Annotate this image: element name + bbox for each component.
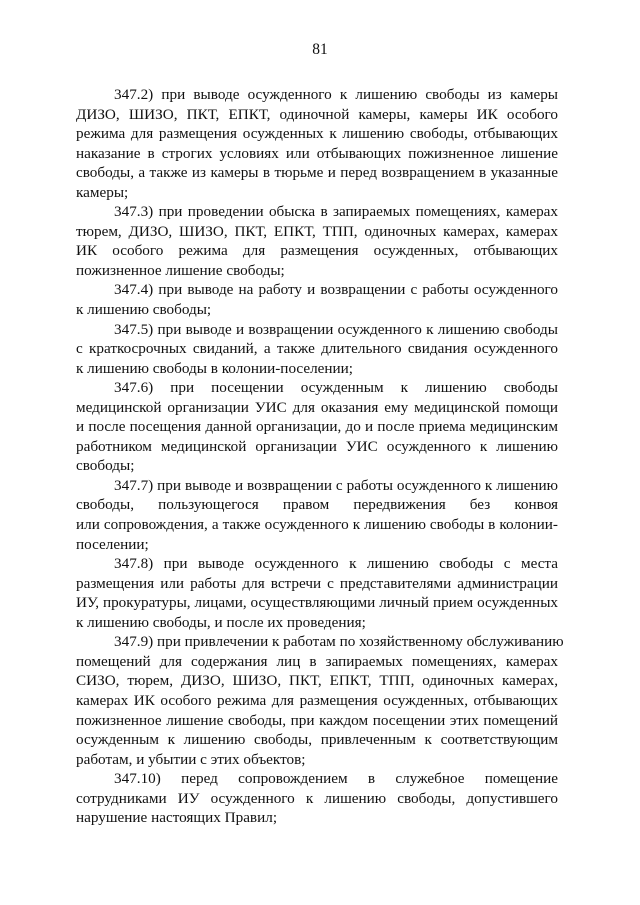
- text-line: к лишению свободы в колонии-поселении;: [76, 359, 354, 377]
- text-line: 347.5) при выводе и возвращении осужденного к лишению свободы: [114, 320, 558, 338]
- text-line: пожизненное лишение свободы, при каждом посещении этих помещений: [76, 711, 558, 729]
- text-line: наказание в строгих условиях или отбывающих пожизненное лишение: [76, 144, 558, 162]
- text-line: 347.3) при проведении обыска в запираемых помещениях, камерах: [114, 203, 558, 221]
- text-line: и после посещения данной организации, до и после приема медицинским: [76, 418, 558, 436]
- text-line: к лишению свободы;: [76, 301, 212, 319]
- text-line: 347.10) перед сопровождением в служебное помещение: [114, 770, 558, 788]
- text-line: сотрудниками ИУ осужденного к лишению свободы, допустившего: [76, 789, 558, 807]
- text-line: нарушение настоящих Правил;: [76, 809, 278, 827]
- paragraph: [76, 476, 558, 554]
- text-line: СИЗО, тюрем, ДИЗО, ШИЗО, ПКТ, ЕПКТ, ТПП, одиночных камерах,: [76, 672, 558, 690]
- text-line: или сопровождения, а также осужденного к лишению свободы в колонии-: [76, 516, 558, 534]
- text-line: к лишению свободы, и после их проведения;: [76, 613, 366, 631]
- text-line: 347.8) при выводе осужденного к лишению свободы с места: [114, 555, 558, 573]
- text-line: медицинской организации УИС для оказания ему медицинской помощи: [76, 398, 558, 416]
- paragraph: [76, 280, 558, 319]
- paragraph: [76, 554, 558, 632]
- paragraph: [76, 632, 564, 769]
- text-line: поселении;: [76, 535, 149, 553]
- text-line: тюрем, ДИЗО, ШИЗО, ПКТ, ЕПКТ, ТПП, одиночных камерах, камерах: [76, 222, 558, 240]
- paragraph: [76, 769, 558, 828]
- text-line: осужденным к лишению свободы, привлеченным к соответствующим: [76, 731, 558, 749]
- paragraph: [76, 320, 558, 379]
- page-number: 81: [312, 41, 328, 58]
- paragraph: [76, 202, 558, 280]
- text-line: свободы, а также из камеры в тюрьме и перед возвращением в указанные: [76, 164, 558, 182]
- text-line: работником медицинской организации УИС осужденного к лишению: [76, 437, 558, 455]
- paragraph: [76, 378, 558, 476]
- text-line: 347.2) при выводе осужденного к лишению свободы из камеры: [114, 86, 558, 103]
- text-line: 347.6) при посещении осужденным к лишению свободы: [114, 379, 558, 397]
- text-line: пожизненное лишение свободы;: [76, 261, 285, 279]
- text-line: 347.9) при привлечении к работам по хозяйственному обслуживанию: [114, 633, 564, 651]
- text-line: ДИЗО, ШИЗО, ПКТ, ЕПКТ, одиночной камеры, камеры ИК особого: [76, 105, 558, 123]
- text-line: 347.7) при выводе и возвращении с работы осужденного к лишению: [114, 476, 558, 494]
- text-line: свободы, пользующегося правом передвижения без конвоя: [76, 496, 558, 514]
- text-line: размещения или работы для встречи с представителями администрации: [76, 574, 558, 592]
- text-line: свободы;: [76, 457, 135, 475]
- text-line: камеры;: [76, 183, 129, 201]
- document-body: [76, 85, 564, 828]
- text-line: помещений для содержания лиц в запираемых помещениях, камерах: [76, 652, 558, 670]
- text-line: ИК особого режима для размещения осужденных, отбывающих: [76, 242, 558, 260]
- text-line: работам, и убытии с этих объектов;: [76, 750, 306, 768]
- text-line: камерах ИК особого режима для размещения осужденных, отбывающих: [76, 691, 558, 709]
- text-line: режима для размещения осужденных к лишению свободы, отбывающих: [76, 125, 558, 143]
- text-line: с краткосрочных свиданий, а также длительного свидания осужденного: [76, 340, 558, 358]
- text-line: ИУ, прокуратуры, лицами, осуществляющими личный прием осужденных: [76, 594, 558, 612]
- text-line: 347.4) при выводе на работу и возвращении с работы осужденного: [114, 281, 558, 299]
- paragraph: [76, 85, 558, 202]
